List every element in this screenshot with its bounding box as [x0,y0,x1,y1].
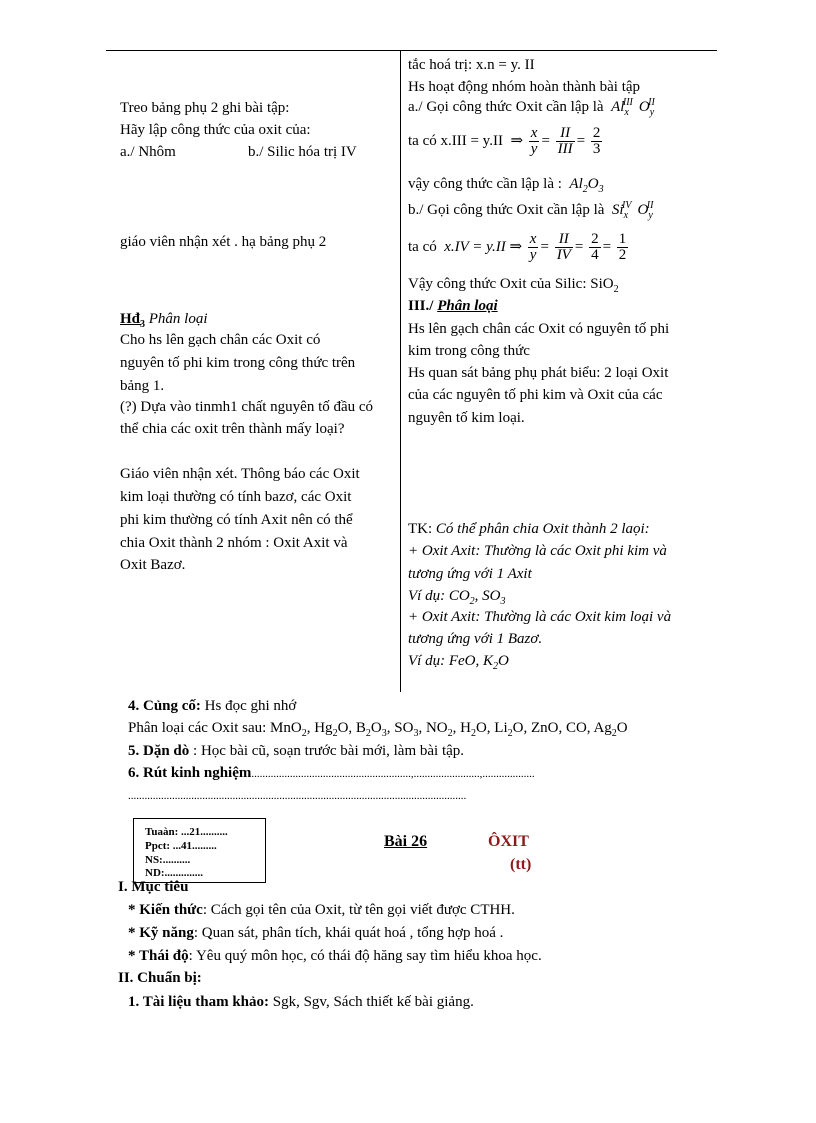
right-ta-co-1: ta có x.III = y.II ⇒ $\frac{x}{y}$ = $\frac{II}{\text{III}}$ = $\frac{2}{3}$ [408,125,601,157]
cung-co: 4. Củng cố: Hs đọc ghi nhớ [128,698,297,714]
right-b-goi: b./ Gọi công thức Oxit cần lập là $Si_x^{IV}$ $O_y^{II}$ [408,202,659,219]
formula-si-o: $Si_x^{IV}$ $O_y^{II}$ [608,200,654,221]
formula-al2o3: $Al_2O_3$ [565,176,604,195]
tuan-label: Tuaàn: ...21.......... [145,826,228,838]
axit-2: tương ứng với 1 Axit [408,566,532,582]
gv-thong-bao-5: Oxit Bazơ. [120,557,186,573]
fraction-x-y-2: $\frac{x}{y}$ [529,231,537,263]
axit-1: + Oxit Axit: Thường là các Oxit phi kim và [408,543,667,559]
kien-thuc: * Kiến thức: Cách gọi tên của Oxit, từ tên gọi viết được CTHH. [128,902,515,918]
right-a-goi: a./ Gọi công thức Oxit cần lập là $Al_x^{III}$ $O_y^{II}$ [408,99,661,116]
fraction-2-3: $\frac{2}{3}$ [592,125,601,157]
question-1: (?) Dựa vào tinmh1 chất nguyên tố đầu có [120,399,374,415]
dan-do: 5. Dặn dò : Học bài cũ, soạn trước bài mới, làm bài tập. [128,743,465,759]
formula-al-o: $Al_x^{III}$ $O_y^{II}$ [607,97,655,118]
lesson-title: ÔXIT [488,833,529,850]
cho-hs-1: Cho hs lên gạch chân các Oxit có [120,332,321,348]
fraction-1-2: $\frac{1}{2}$ [618,231,627,263]
left-b-silic: b./ Silic hóa trị IV [248,144,357,160]
gv-thong-bao-3: phi kim thường có tính Axit nên có thể [120,512,353,528]
left-a-nhom: a./ Nhôm [120,144,176,160]
vd-1: Ví dụ: $CO_2$, $SO_3$ [408,588,506,607]
arrow-symbol: ⇒ [506,132,524,149]
vd-2: Ví dụ: FeO, $K_2O$ [408,653,509,672]
fraction-2-4: $\frac{2}{4}$ [591,231,599,263]
gv-thong-bao-1: Giáo viên nhận xét. Thông báo các Oxit [120,466,360,482]
chuan-bi-heading: II. Chuẩn bị: [118,970,202,986]
hs-len-2: kim trong công thức [408,343,530,359]
ppct-label: Ppct: ...41......... [145,840,217,852]
left-hay-lap: Hãy lập công thức của oxit của: [120,122,311,138]
gv-thong-bao-2: kim loại thường có tính bazơ, các Oxit [120,489,352,505]
right-vay-ct: vậy công thức cần lập là : $Al_2O_3$ [408,176,604,195]
rut-kinh-nghiem: 6. Rút kinh nghiệm..........................................................,........................,................... [128,765,535,781]
dots-line: ........................................................................................................................... [128,790,467,802]
cho-hs-2: nguyên tố phi kim trong công thức trên [120,355,356,371]
axit-3: + Oxit Axit: Thường là các Oxit kim loại và [408,609,672,625]
table-column-divider [400,50,401,692]
hs-quan-sat-3: nguyên tố kim loại. [408,410,525,426]
left-gv-nhan-xet: giáo viên nhận xét . hạ bảng phụ 2 [120,234,327,250]
axit-4: tương ứng với 1 Bazơ. [408,631,543,647]
right-tac-hoa-tri: tắc hoá trị: x.n = y. II [408,57,535,73]
hd3-title: Phân loại [148,311,208,327]
ky-nang: * Kỹ năng: Quan sát, phân tích, khái quát hoá , tổng hợp hoá . [128,925,504,941]
cho-hs-3: bảng 1. [120,378,165,394]
right-hs-hoat-dong: Hs hoạt động nhóm hoàn thành bài tập [408,79,641,95]
fraction-ii-iii: $\frac{II}{\text{III}}$ [557,125,573,157]
left-treo: Treo bảng phụ 2 ghi bài tập: [120,100,290,116]
thai-do: * Thái độ: Yêu quý môn học, có thái độ hăng say tìm hiểu khoa học. [128,948,542,964]
tk-line: TK: Có thể phân chia Oxit thành 2 laọi: [408,521,650,537]
section-iii-heading: III./ Phân loại [408,298,498,314]
muc-tieu-heading: I. Mục tiêu [118,879,189,895]
hd3-label: $Hđ_3$ [120,311,146,330]
hs-quan-sat-1: Hs quan sát bảng phụ phát biểu: 2 loại Oxit [408,365,669,381]
fraction-ii-iv: $\frac{II}{IV}$ [556,231,571,263]
lesson-number: Bài 26 [384,833,428,850]
question-2: thể chia các oxit trên thành mấy loại? [120,421,345,437]
lesson-tt: (tt) [510,856,532,873]
nd-label: ND:.............. [145,867,204,879]
tai-lieu: 1. Tài liệu tham khảo: Sgk, Sgv, Sách thiết kế bài giảng. [128,994,474,1010]
ns-label: NS:.......... [145,854,191,866]
hs-len-1: Hs lên gạch chân các Oxit có nguyên tố phi [408,321,670,337]
table-top-border [106,50,717,51]
right-ta-co-2: ta có x.IV = y.II ⇒ $\frac{x}{y}$ = $\frac{II}{IV}$ = $\frac{2}{4}$ = $\frac{1}{2}$ [408,231,627,263]
hd3-heading [120,311,208,328]
right-vay-ct-silic: Vậy công thức Oxit của Silic: SiO$_2$ [408,276,619,295]
hs-quan-sat-2: của các nguyên tố phi kim và Oxit của các [408,387,663,403]
fraction-x-y: $\frac{x}{y}$ [530,125,538,157]
phan-loai-oxit: Phân loại các Oxit sau: MnO$_2$, $Hg_2O$, $B_2O_3$, $SO_3$, $NO_2$, $H_2O$, $Li_2O$, ZnO, CO, $Ag_2O$ [128,720,628,739]
gv-thong-bao-4: chia Oxit thành 2 nhóm : Oxit Axit và [120,535,348,551]
